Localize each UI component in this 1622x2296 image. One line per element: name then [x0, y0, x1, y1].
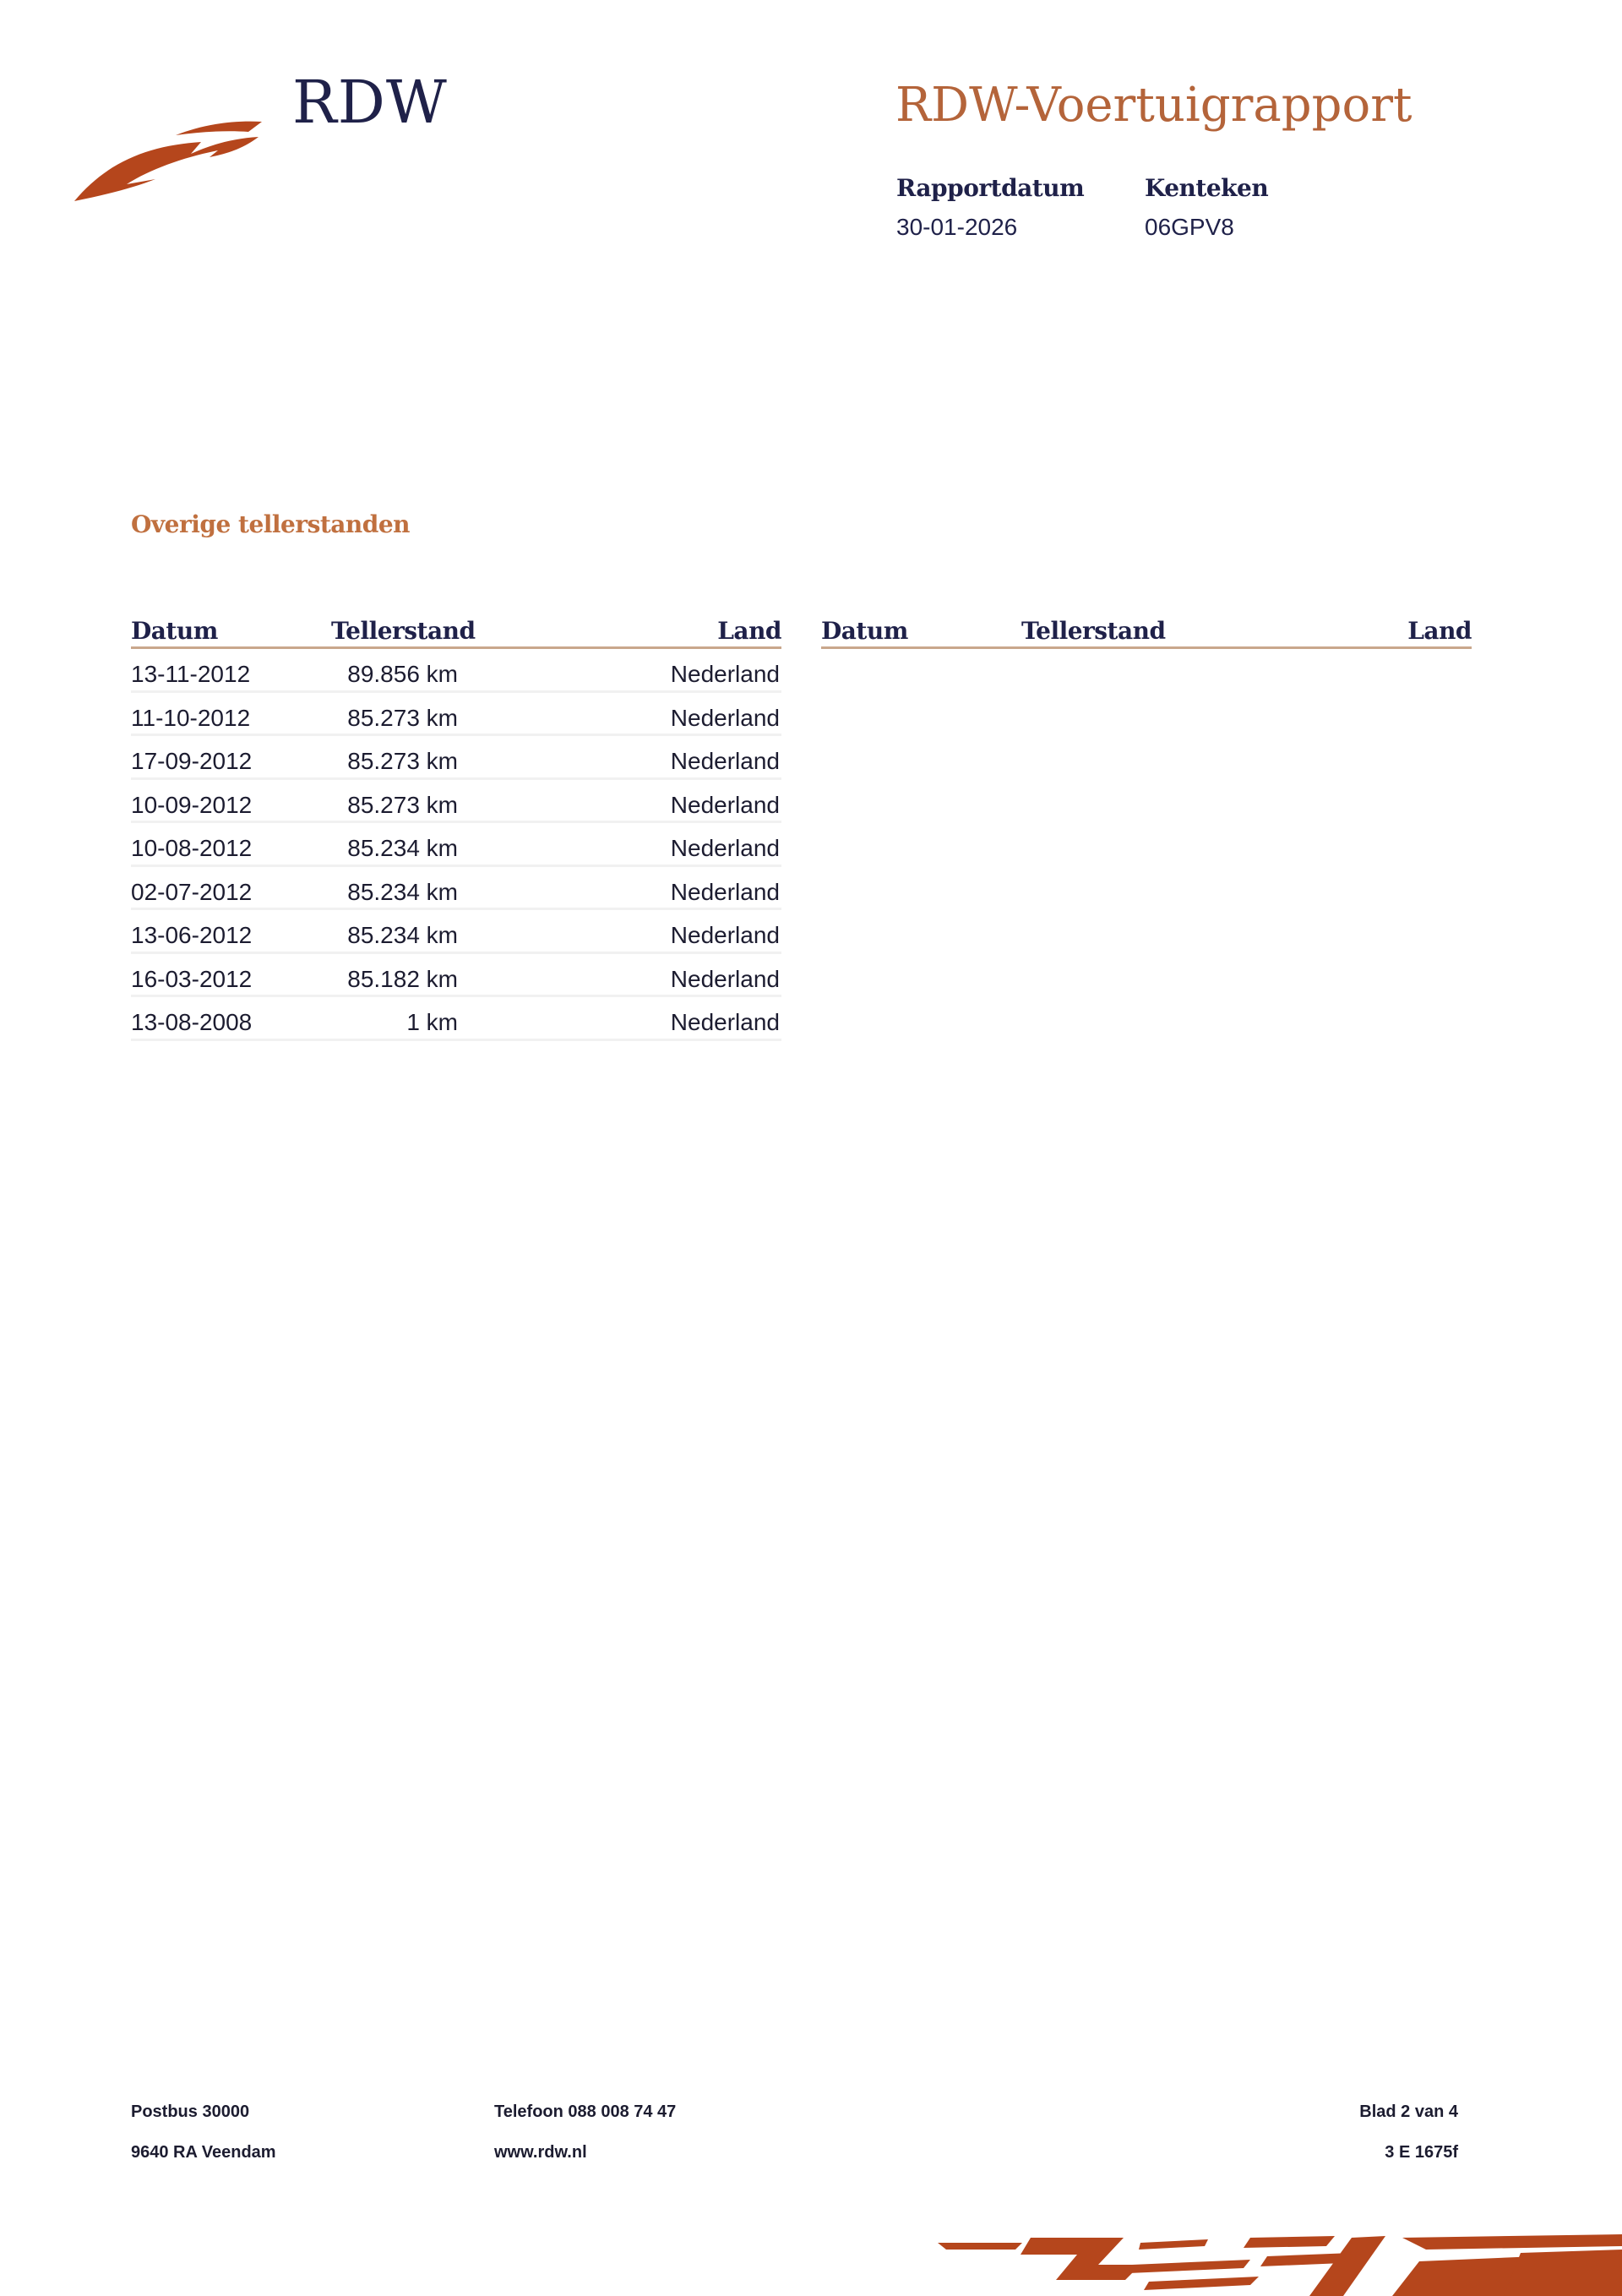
column-header-datum: Datum [131, 617, 218, 645]
cell-tellerstand: 85.234 km [347, 878, 458, 905]
rdw-logo [74, 68, 446, 211]
cell-land: Nederland [670, 922, 780, 948]
cell-datum: 10-09-2012 [131, 791, 253, 818]
cell-land: Nederland [670, 791, 780, 818]
report-date-label: Rapportdatum [896, 174, 1085, 202]
footer-code: 3 E 1675f [1385, 2143, 1458, 2162]
cell-datum: 02-07-2012 [131, 878, 253, 905]
cell-land: Nederland [670, 835, 780, 861]
report-date-value: 30-01-2026 [896, 214, 1018, 240]
table-row [131, 649, 781, 693]
cell-land: Nederland [670, 704, 780, 731]
cell-tellerstand: 89.856 km [347, 661, 458, 687]
cell-land: Nederland [670, 878, 780, 905]
cell-datum: 13-06-2012 [131, 922, 253, 948]
logo-text: RDW [292, 68, 448, 137]
report-title: RDW-Voertuigrapport [895, 78, 1412, 133]
cell-datum: 13-08-2008 [131, 1009, 253, 1035]
cell-tellerstand: 85.182 km [347, 965, 458, 992]
cell-datum: 11-10-2012 [131, 704, 251, 731]
cell-land: Nederland [670, 748, 780, 774]
column-header-tellerstand: Tellerstand [331, 617, 476, 645]
report-date-block [896, 174, 1084, 241]
cell-land: Nederland [670, 965, 780, 992]
footer-website: www.rdw.nl [494, 2143, 587, 2162]
column-header-land: Land [717, 617, 781, 645]
footer-address [131, 2102, 276, 2184]
table-row [131, 693, 781, 737]
footer-contact [494, 2102, 676, 2184]
table-header [821, 617, 1472, 649]
table-row [131, 954, 781, 998]
column-header-land: Land [1407, 617, 1472, 645]
cell-datum: 17-09-2012 [131, 748, 253, 774]
cell-datum: 16-03-2012 [131, 965, 253, 992]
table-row [131, 867, 781, 911]
table-header [131, 617, 781, 649]
cell-datum: 13-11-2012 [131, 661, 251, 687]
column-header-tellerstand: Tellerstand [1021, 617, 1166, 645]
odometer-table [131, 617, 781, 1041]
brand-stripes-decoration [929, 2228, 1622, 2296]
cell-tellerstand: 85.273 km [347, 791, 458, 818]
cell-tellerstand: 85.234 km [347, 922, 458, 948]
rdw-wing-icon [74, 101, 269, 203]
cell-datum: 10-08-2012 [131, 835, 253, 861]
section-title: Overige tellerstanden [131, 510, 411, 538]
footer-page-number: Blad 2 van 4 [1359, 2102, 1458, 2121]
footer-phone: Telefoon 088 008 74 47 [494, 2102, 677, 2121]
plate-block [1145, 174, 1268, 241]
table-row [131, 910, 781, 954]
plate-value: 06GPV8 [1145, 214, 1234, 240]
plate-label: Kenteken [1145, 174, 1269, 202]
cell-tellerstand: 85.273 km [347, 704, 458, 731]
footer-address-line2: 9640 RA Veendam [131, 2143, 276, 2162]
footer-address-line1: Postbus 30000 [131, 2102, 250, 2121]
cell-tellerstand: 85.273 km [347, 748, 458, 774]
cell-tellerstand: 85.234 km [347, 835, 458, 861]
table-row [131, 780, 781, 824]
table-row [131, 997, 781, 1041]
table-row [131, 736, 781, 780]
odometer-table-continued [821, 617, 1472, 649]
footer-page-info [1359, 2102, 1458, 2184]
column-header-datum: Datum [821, 617, 908, 645]
table-row [131, 823, 781, 867]
cell-tellerstand: 1 km [406, 1009, 458, 1035]
cell-land: Nederland [670, 661, 780, 687]
cell-land: Nederland [670, 1009, 780, 1035]
